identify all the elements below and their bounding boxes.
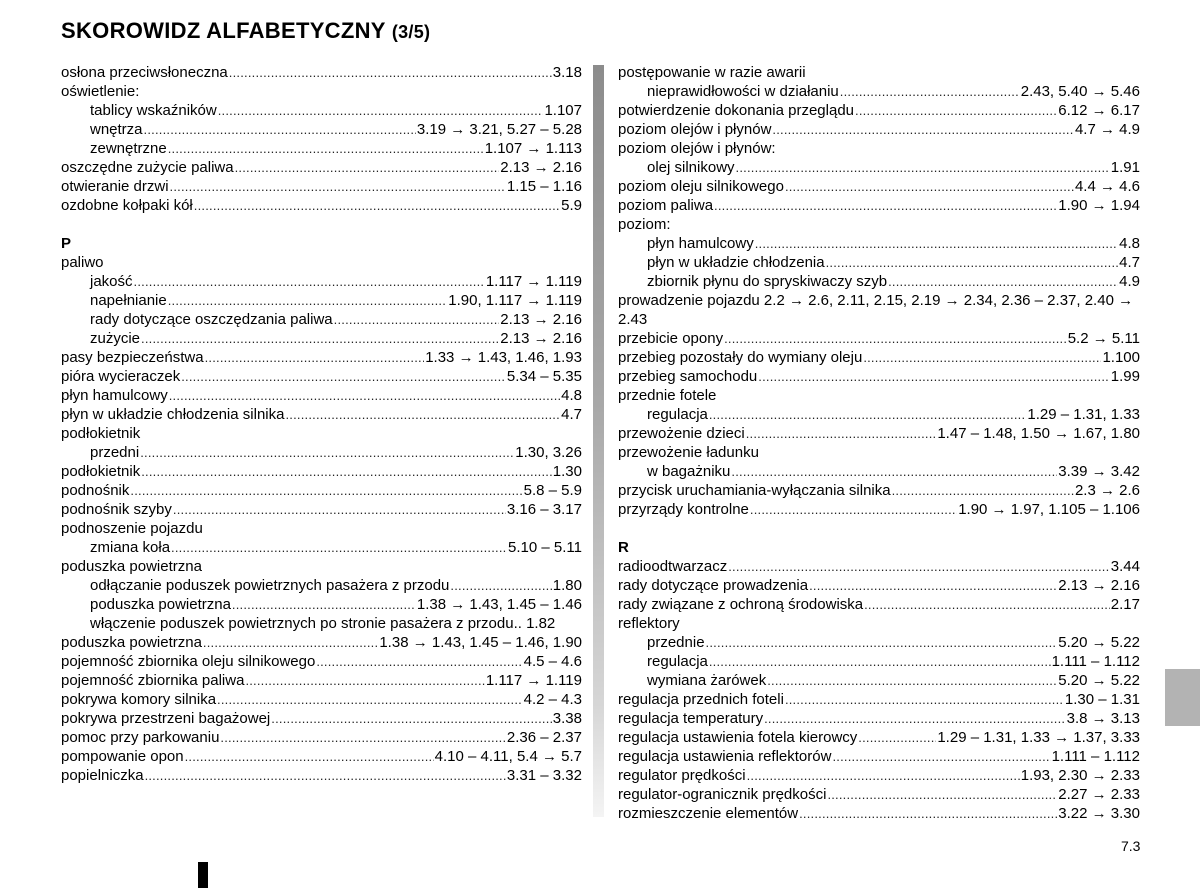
- page-reference: 1.93, 2.30 → 2.33: [1020, 767, 1140, 784]
- index-entry: [618, 728, 1140, 747]
- entry-term: napełnianie: [90, 292, 167, 309]
- dot-leader: [827, 785, 1057, 804]
- entry-term: regulacja ustawienia fotela kierowcy: [618, 729, 858, 746]
- page-reference: 1.99: [1110, 368, 1140, 385]
- index-subentry: [61, 310, 582, 329]
- dot-leader: [141, 462, 552, 481]
- index-entry: [61, 196, 582, 215]
- page-reference: 1.38 → 1.43, 1.45 – 1.46, 1.90: [379, 634, 582, 651]
- dot-leader: [170, 177, 506, 196]
- index-heading: podłokietnik: [61, 425, 141, 442]
- entry-term: przedni: [90, 444, 140, 461]
- entry-term: regulacja temperatury: [618, 710, 764, 727]
- index-subentry: [61, 101, 582, 120]
- page-reference: 4.7: [561, 406, 582, 423]
- entry-term: poduszka powietrzna: [90, 596, 231, 613]
- entry-term: ozdobne kołpaki kół: [61, 197, 193, 214]
- entry-term: poduszka powietrzna: [61, 634, 202, 651]
- dot-leader: [168, 139, 484, 158]
- index-heading: paliwo: [61, 254, 104, 271]
- dot-leader: [169, 386, 560, 405]
- page-reference: 3.8 → 3.13: [1066, 710, 1140, 727]
- dot-leader: [746, 424, 937, 443]
- index-column-left: [61, 63, 582, 785]
- section-letter: R: [618, 539, 629, 556]
- entry-term: w bagażniku: [647, 463, 731, 480]
- dot-leader: [799, 804, 1057, 823]
- page-reference: 5.8 – 5.9: [523, 482, 582, 499]
- index-subentry: [618, 234, 1140, 253]
- entry-term: przebicie opony: [618, 330, 724, 347]
- entry-term: pióra wycieraczek: [61, 368, 181, 385]
- index-entry: [618, 766, 1140, 785]
- page-reference: 5.10 – 5.11: [508, 539, 582, 556]
- dot-leader: [141, 329, 499, 348]
- dot-leader: [134, 272, 485, 291]
- page-reference: 5.20 → 5.22: [1058, 672, 1140, 689]
- dot-leader: [750, 500, 957, 519]
- entry-term: płyn hamulcowy: [61, 387, 168, 404]
- dot-leader: [709, 652, 1051, 671]
- dot-leader: [185, 747, 434, 766]
- index-subentry: [61, 329, 582, 348]
- dot-leader: [316, 652, 522, 671]
- page-reference: 1.29 – 1.31, 1.33 → 1.37, 3.33: [937, 729, 1140, 746]
- page-reference: 5.2 → 5.11: [1067, 330, 1140, 347]
- entry-term: zmiana koła: [90, 539, 171, 556]
- entry-term: oszczędne zużycie paliwa: [61, 159, 234, 176]
- column-divider: [593, 65, 604, 817]
- index-heading: poziom olejów i płynów:: [618, 140, 776, 157]
- dot-leader: [826, 253, 1119, 272]
- page-reference: 1.30: [552, 463, 582, 480]
- dot-leader: [145, 766, 506, 785]
- index-entry: [61, 766, 582, 785]
- index-entry: [618, 709, 1140, 728]
- spacer: [618, 519, 1140, 538]
- dot-leader: [229, 63, 552, 82]
- dot-leader: [755, 234, 1118, 253]
- dot-leader: [205, 348, 425, 367]
- dot-leader: [731, 462, 1057, 481]
- index-heading: poduszka powietrzna: [61, 558, 202, 575]
- entry-term: wymiana żarówek: [647, 672, 767, 689]
- page-reference: 1.47 – 1.48, 1.50 → 1.67, 1.80: [937, 425, 1140, 442]
- index-entry: [61, 63, 582, 82]
- index-heading: oświetlenie:: [61, 83, 140, 100]
- page-reference: 1.33 → 1.43, 1.46, 1.93: [425, 349, 582, 366]
- dot-leader: [863, 348, 1101, 367]
- index-entry: prowadzenie pojazdu 2.2 → 2.6, 2.11, 2.15, 2.19 → 2.34, 2.36 – 2.37, 2.40 → 2.43: [618, 292, 1134, 328]
- index-subentry: [618, 671, 1140, 690]
- page-reference: 1.107 → 1.113: [484, 140, 582, 157]
- dot-leader: [144, 120, 416, 139]
- page-reference: 5.9: [561, 197, 582, 214]
- page-reference: 4.7: [1119, 254, 1140, 271]
- index-entry: [618, 690, 1140, 709]
- dot-leader: [864, 595, 1110, 614]
- dot-leader: [450, 576, 551, 595]
- entry-term: odłączanie poduszek powietrznych pasażera z przodu: [90, 577, 450, 594]
- page-reference: 3.19 → 3.21, 5.27 – 5.28: [416, 121, 582, 138]
- page-reference: 2.43, 5.40 → 5.46: [1020, 83, 1140, 100]
- page-reference: 1.117 → 1.119: [485, 273, 582, 290]
- entry-term: jakość: [90, 273, 133, 290]
- index-entry: [61, 709, 582, 728]
- dot-leader: [724, 329, 1067, 348]
- dot-leader: [892, 481, 1074, 500]
- page-reference: 1.111 – 1.112: [1051, 653, 1140, 670]
- index-entry: [61, 652, 582, 671]
- dot-leader: [271, 709, 552, 728]
- page-reference: 3.16 – 3.17: [506, 501, 582, 518]
- entry-term: potwierdzenie dokonania przeglądu: [618, 102, 855, 119]
- entry-term: przewożenie dzieci: [618, 425, 745, 442]
- index-entry: [618, 367, 1140, 386]
- entry-term: radioodtwarzacz: [618, 558, 728, 575]
- entry-term: pokrywa komory silnika: [61, 691, 217, 708]
- index-heading: poziom:: [618, 216, 671, 233]
- entry-term: pokrywa przestrzeni bagażowej: [61, 710, 271, 727]
- page-reference: 1.30 – 1.31: [1064, 691, 1140, 708]
- index-heading: przednie fotele: [618, 387, 717, 404]
- index-subentry: [618, 652, 1140, 671]
- page-reference: 3.22 → 3.30: [1058, 805, 1140, 822]
- dot-leader: [785, 177, 1074, 196]
- index-entry: [61, 633, 582, 652]
- page-reference: 3.44: [1110, 558, 1140, 575]
- page-reference: 1.80: [552, 577, 582, 594]
- page-reference: 4.4 → 4.6: [1074, 178, 1140, 195]
- entry-term: płyn hamulcowy: [647, 235, 754, 252]
- page-reference: 1.90 → 1.94: [1058, 197, 1140, 214]
- dot-leader: [764, 709, 1066, 728]
- dot-leader: [809, 576, 1057, 595]
- entry-term: tablicy wskaźników: [90, 102, 217, 119]
- dot-leader: [130, 481, 522, 500]
- page-reference: 4.2 – 4.3: [523, 691, 582, 708]
- entry-term: olej silnikowy: [647, 159, 735, 176]
- entry-term: poziom olejów i płynów: [618, 121, 772, 138]
- spacer: [61, 215, 582, 234]
- entry-term: przebieg samochodu: [618, 368, 758, 385]
- index-entry: [618, 804, 1140, 823]
- page-number: 7.3: [1121, 838, 1141, 854]
- index-entry: [618, 595, 1140, 614]
- dot-leader: [706, 633, 1058, 652]
- entry-term: podnośnik szyby: [61, 501, 172, 518]
- dot-leader: [728, 557, 1110, 576]
- dot-leader: [758, 367, 1110, 386]
- dot-leader: [232, 595, 416, 614]
- index-entry: [618, 424, 1140, 443]
- index-subentry: [61, 139, 582, 158]
- title-main: SKOROWIDZ ALFABETYCZNY: [61, 18, 386, 43]
- index-entry: [618, 196, 1140, 215]
- entry-term: regulacja: [647, 653, 708, 670]
- page-reference: 1.91: [1110, 159, 1140, 176]
- index-subentry: [618, 462, 1140, 481]
- page-reference: 2.3 → 2.6: [1074, 482, 1140, 499]
- dot-leader: [334, 310, 500, 329]
- index-entry: włączenie poduszek powietrznych po stronie pasażera z przodu.. 1.82: [90, 615, 556, 632]
- index-subentry: [618, 405, 1140, 424]
- page-reference: 2.13 → 2.16: [500, 159, 582, 176]
- page-reference: 1.117 → 1.119: [485, 672, 582, 689]
- entry-term: pasy bezpieczeństwa: [61, 349, 204, 366]
- page-reference: 3.31 – 3.32: [506, 767, 582, 784]
- entry-term: pomoc przy parkowaniu: [61, 729, 220, 746]
- index-heading: postępowanie w razie awarii: [618, 64, 806, 81]
- index-entry: [618, 747, 1140, 766]
- index-heading: przewożenie ładunku: [618, 444, 759, 461]
- page-reference: 4.7 → 4.9: [1074, 121, 1140, 138]
- page-reference: 1.107: [544, 102, 582, 119]
- entry-term: podłokietnik: [61, 463, 141, 480]
- index-subentry: [61, 291, 582, 310]
- index-entry: [61, 690, 582, 709]
- dot-leader: [235, 158, 500, 177]
- dot-leader: [171, 538, 507, 557]
- dot-leader: [709, 405, 1027, 424]
- index-entry: [61, 728, 582, 747]
- page-reference: 2.13 → 2.16: [1058, 577, 1140, 594]
- entry-term: regulacja ustawienia reflektorów: [618, 748, 832, 765]
- page-reference: 5.34 – 5.35: [506, 368, 582, 385]
- page-reference: 3.39 → 3.42: [1058, 463, 1140, 480]
- page-reference: 4.5 – 4.6: [523, 653, 582, 670]
- entry-term: regulator prędkości: [618, 767, 746, 784]
- index-heading: podnoszenie pojazdu: [61, 520, 203, 537]
- page-reference: 3.38: [552, 710, 582, 727]
- entry-term: poziom oleju silnikowego: [618, 178, 784, 195]
- index-entry: [61, 348, 582, 367]
- dot-leader: [714, 196, 1057, 215]
- dot-leader: [217, 690, 523, 709]
- index-entry: [61, 747, 582, 766]
- index-subentry: [61, 120, 582, 139]
- dot-leader: [220, 728, 506, 747]
- entry-term: poziom paliwa: [618, 197, 714, 214]
- print-marker: [198, 862, 208, 888]
- entry-term: podnośnik: [61, 482, 130, 499]
- index-entry: [618, 481, 1140, 500]
- index-subentry: [618, 272, 1140, 291]
- page-reference: 4.8: [1119, 235, 1140, 252]
- page-reference: 1.100: [1102, 349, 1140, 366]
- index-subentry: [618, 82, 1140, 101]
- dot-leader: [736, 158, 1110, 177]
- dot-leader: [181, 367, 506, 386]
- dot-leader: [203, 633, 378, 652]
- entry-term: otwieranie drzwi: [61, 178, 169, 195]
- page-reference: 1.111 – 1.112: [1051, 748, 1140, 765]
- entry-term: przyrządy kontrolne: [618, 501, 749, 518]
- entry-term: zewnętrzne: [90, 140, 167, 157]
- dot-leader: [218, 101, 544, 120]
- index-subentry: [618, 633, 1140, 652]
- entry-term: przebieg pozostały do wymiany oleju: [618, 349, 863, 366]
- page-reference: 1.15 – 1.16: [506, 178, 582, 195]
- section-letter: P: [61, 235, 72, 252]
- index-entry: [618, 177, 1140, 196]
- dot-leader: [747, 766, 1020, 785]
- index-subentry: [618, 253, 1140, 272]
- index-entry: [618, 557, 1140, 576]
- entry-term: przednie: [647, 634, 705, 651]
- entry-term: zbiornik płynu do spryskiwaczy szyb: [647, 273, 888, 290]
- page-reference: 2.36 – 2.37: [506, 729, 582, 746]
- entry-term: regulacja: [647, 406, 708, 423]
- index-entry: [61, 500, 582, 519]
- page-reference: 2.13 → 2.16: [500, 311, 582, 328]
- index-entry: [618, 500, 1140, 519]
- page-title: [61, 18, 430, 44]
- index-subentry: [618, 158, 1140, 177]
- index-subentry: [61, 595, 582, 614]
- page-reference: 3.18: [552, 64, 582, 81]
- index-entry: [61, 367, 582, 386]
- index-entry: [61, 386, 582, 405]
- entry-term: zużycie: [90, 330, 141, 347]
- dot-leader: [785, 690, 1064, 709]
- entry-term: regulacja przednich foteli: [618, 691, 784, 708]
- dot-leader: [832, 747, 1050, 766]
- entry-term: osłona przeciwsłoneczna: [61, 64, 228, 81]
- entry-term: rozmieszczenie elementów: [618, 805, 799, 822]
- dot-leader: [840, 82, 1020, 101]
- index-heading: reflektory: [618, 615, 680, 632]
- entry-term: regulator-ogranicznik prędkości: [618, 786, 827, 803]
- index-entry: [618, 785, 1140, 804]
- entry-term: rady dotyczące oszczędzania paliwa: [90, 311, 333, 328]
- page-reference: 1.30, 3.26: [515, 444, 582, 461]
- entry-term: nieprawidłowości w działaniu: [647, 83, 839, 100]
- index-entry: [61, 481, 582, 500]
- entry-term: płyn w układzie chłodzenia silnika: [61, 406, 285, 423]
- index-column-right: [618, 63, 1140, 823]
- page-reference: 5.20 → 5.22: [1058, 634, 1140, 651]
- page-reference: 2.13 → 2.16: [500, 330, 582, 347]
- dot-leader: [173, 500, 506, 519]
- entry-term: pojemność zbiornika oleju silnikowego: [61, 653, 316, 670]
- page-reference: 1.90 → 1.97, 1.105 – 1.106: [958, 501, 1140, 518]
- page-reference: 4.9: [1119, 273, 1140, 290]
- index-entry: [618, 101, 1140, 120]
- index-subentry: [61, 538, 582, 557]
- index-entry: [618, 329, 1140, 348]
- dot-leader: [772, 120, 1074, 139]
- index-entry: [61, 177, 582, 196]
- index-entry: [618, 576, 1140, 595]
- page-reference: 1.90, 1.117 → 1.119: [448, 292, 582, 309]
- index-entry: [618, 120, 1140, 139]
- dot-leader: [245, 671, 484, 690]
- index-subentry: [61, 272, 582, 291]
- title-part: (3/5): [391, 22, 431, 42]
- entry-term: przycisk uruchamiania-wyłączania silnika: [618, 482, 891, 499]
- dot-leader: [285, 405, 560, 424]
- dot-leader: [767, 671, 1057, 690]
- page-reference: 4.10 – 4.11, 5.4 → 5.7: [434, 748, 582, 765]
- dot-leader: [888, 272, 1118, 291]
- dot-leader: [194, 196, 560, 215]
- dot-leader: [140, 443, 514, 462]
- entry-term: płyn w układzie chłodzenia: [647, 254, 825, 271]
- entry-term: wnętrza: [90, 121, 143, 138]
- entry-term: pojemność zbiornika paliwa: [61, 672, 245, 689]
- index-subentry: [61, 576, 582, 595]
- entry-term: pompowanie opon: [61, 748, 184, 765]
- entry-term: rady związane z ochroną środowiska: [618, 596, 864, 613]
- dot-leader: [168, 291, 448, 310]
- entry-term: popielniczka: [61, 767, 144, 784]
- page-reference: 1.29 – 1.31, 1.33: [1027, 406, 1140, 423]
- index-entry: [61, 405, 582, 424]
- dot-leader: [855, 101, 1057, 120]
- index-entry: [618, 348, 1140, 367]
- index-subentry: [61, 443, 582, 462]
- index-entry: [61, 462, 582, 481]
- page-reference: 4.8: [561, 387, 582, 404]
- page-reference: 6.12 → 6.17: [1058, 102, 1140, 119]
- page-reference: 1.38 → 1.43, 1.45 – 1.46: [416, 596, 582, 613]
- dot-leader: [858, 728, 936, 747]
- chapter-thumb-tab: [1165, 669, 1200, 726]
- entry-term: rady dotyczące prowadzenia: [618, 577, 809, 594]
- page-reference: 2.27 → 2.33: [1058, 786, 1140, 803]
- index-entry: [61, 158, 582, 177]
- index-entry: [61, 671, 582, 690]
- page-reference: 2.17: [1110, 596, 1140, 613]
